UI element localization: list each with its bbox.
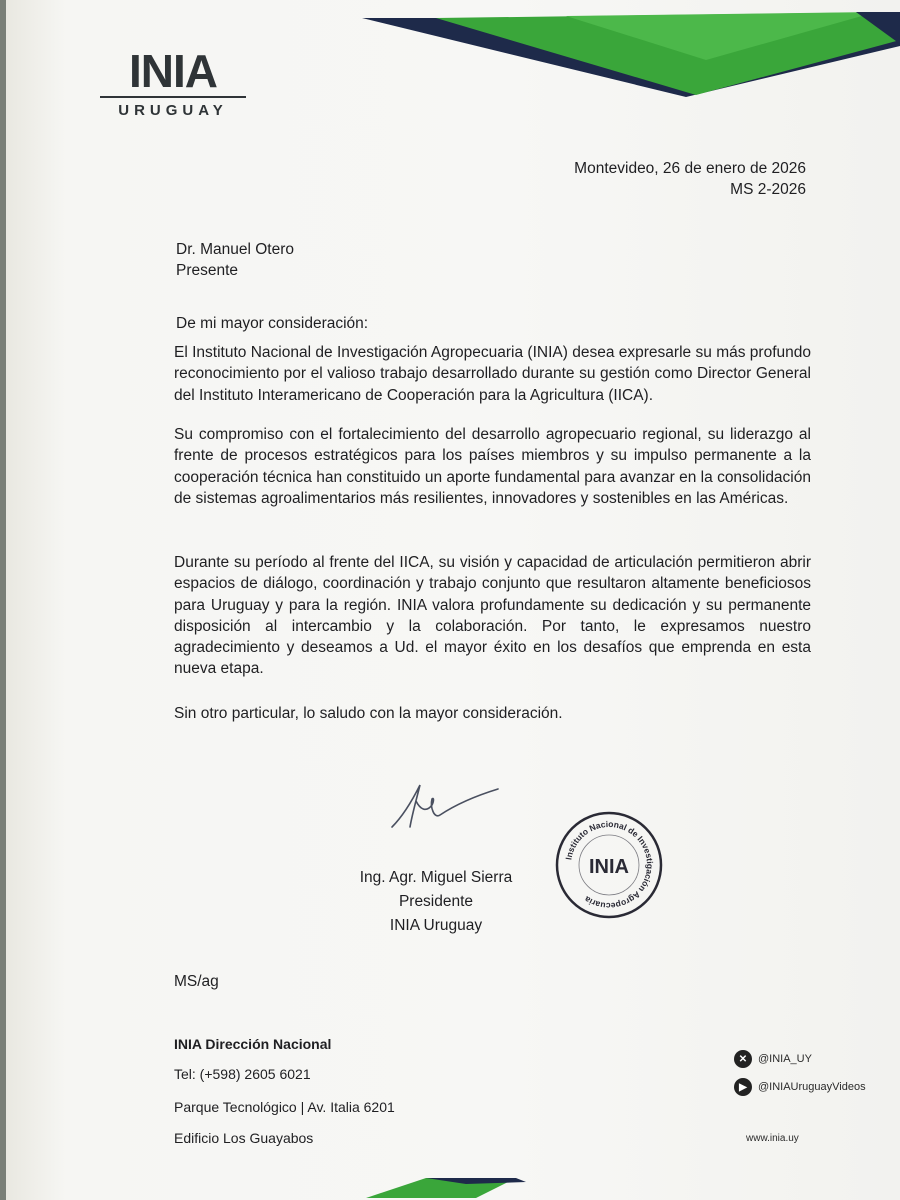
footer-address: Parque Tecnológico | Av. Italia 6201 [174,1099,395,1115]
reference-number: MS 2-2026 [730,181,806,198]
logo-wordmark: INIA [129,45,217,97]
handwritten-signature [386,775,516,835]
footer-website: www.inia.uy [746,1133,799,1144]
official-seal [554,810,664,920]
body-paragraph-2: Su compromiso con el fortalecimiento del desarrollo agropecuario regional, su liderazgo al frente de procesos estratégicos para los países miembros y su impulso permanente a la cooperación técnica han constituido un aporte fundamental para avanzar en la consolidación de sistemas agroalimentarios más resilientes, innovadores y sostenibles en las Américas. [174,426,811,507]
signer-name: Ing. Agr. Miguel Sierra [359,869,513,886]
signer-organization: INIA Uruguay [389,917,483,934]
logo-country: URUGUAY [118,102,228,119]
x-logo-icon: ✕ [734,1050,752,1068]
seal-ring-text: Instituto Nacional de Investigación Agropecuaria [563,818,656,912]
body-paragraph-3: Durante su período al frente del IICA, su visión y capacidad de articulación permitieron abrir espacios de diálogo, coordinación y trabajo conjunto que resultaron altamente beneficiosos para Uruguay y para la región. INIA valora profundamente su dedicación y su permanente disposición al intercambio y la colaboración. Por tanto, le expresamos nuestro agradecimiento y deseamos a Ud. el mayor éxito en los desafíos que emprenda en esta nueva etapa. [174,554,811,678]
inia-logo [98,45,248,119]
typist-initials: MS/ag [174,973,219,990]
seal-center-text: INIA [589,856,629,878]
footer-office: INIA Dirección Nacional [174,1036,332,1052]
footer-stripe [366,1168,526,1200]
salutation: De mi mayor consideración: [176,315,369,332]
signer-title: Presidente [398,893,474,910]
youtube-logo-icon: ▶ [734,1078,752,1096]
letter-page [6,0,900,1200]
youtube-handle: @INIAUruguayVideos [758,1081,866,1093]
x-social-link [734,1050,812,1068]
recipient-line: Presente [176,262,239,279]
signature-block [336,866,536,938]
footer-phone: Tel: (+598) 2605 6021 [174,1066,311,1082]
place-date: Montevideo, 26 de enero de 2026 [574,160,806,177]
footer-building: Edificio Los Guayabos [174,1130,314,1146]
recipient-name: Dr. Manuel Otero [176,241,295,258]
x-handle: @INIA_UY [758,1053,812,1065]
youtube-social-link [734,1078,866,1096]
body-paragraph-1: El Instituto Nacional de Investigación Agropecuaria (INIA) desea expresarle su más profundo reconocimiento por el valioso trabajo desarrollado durante su gestión como Director General del Instituto Interamericano de Cooperación para la Agricultura (IICA). [174,344,811,404]
closing-line: Sin otro particular, lo saludo con la mayor consideración. [174,705,563,722]
